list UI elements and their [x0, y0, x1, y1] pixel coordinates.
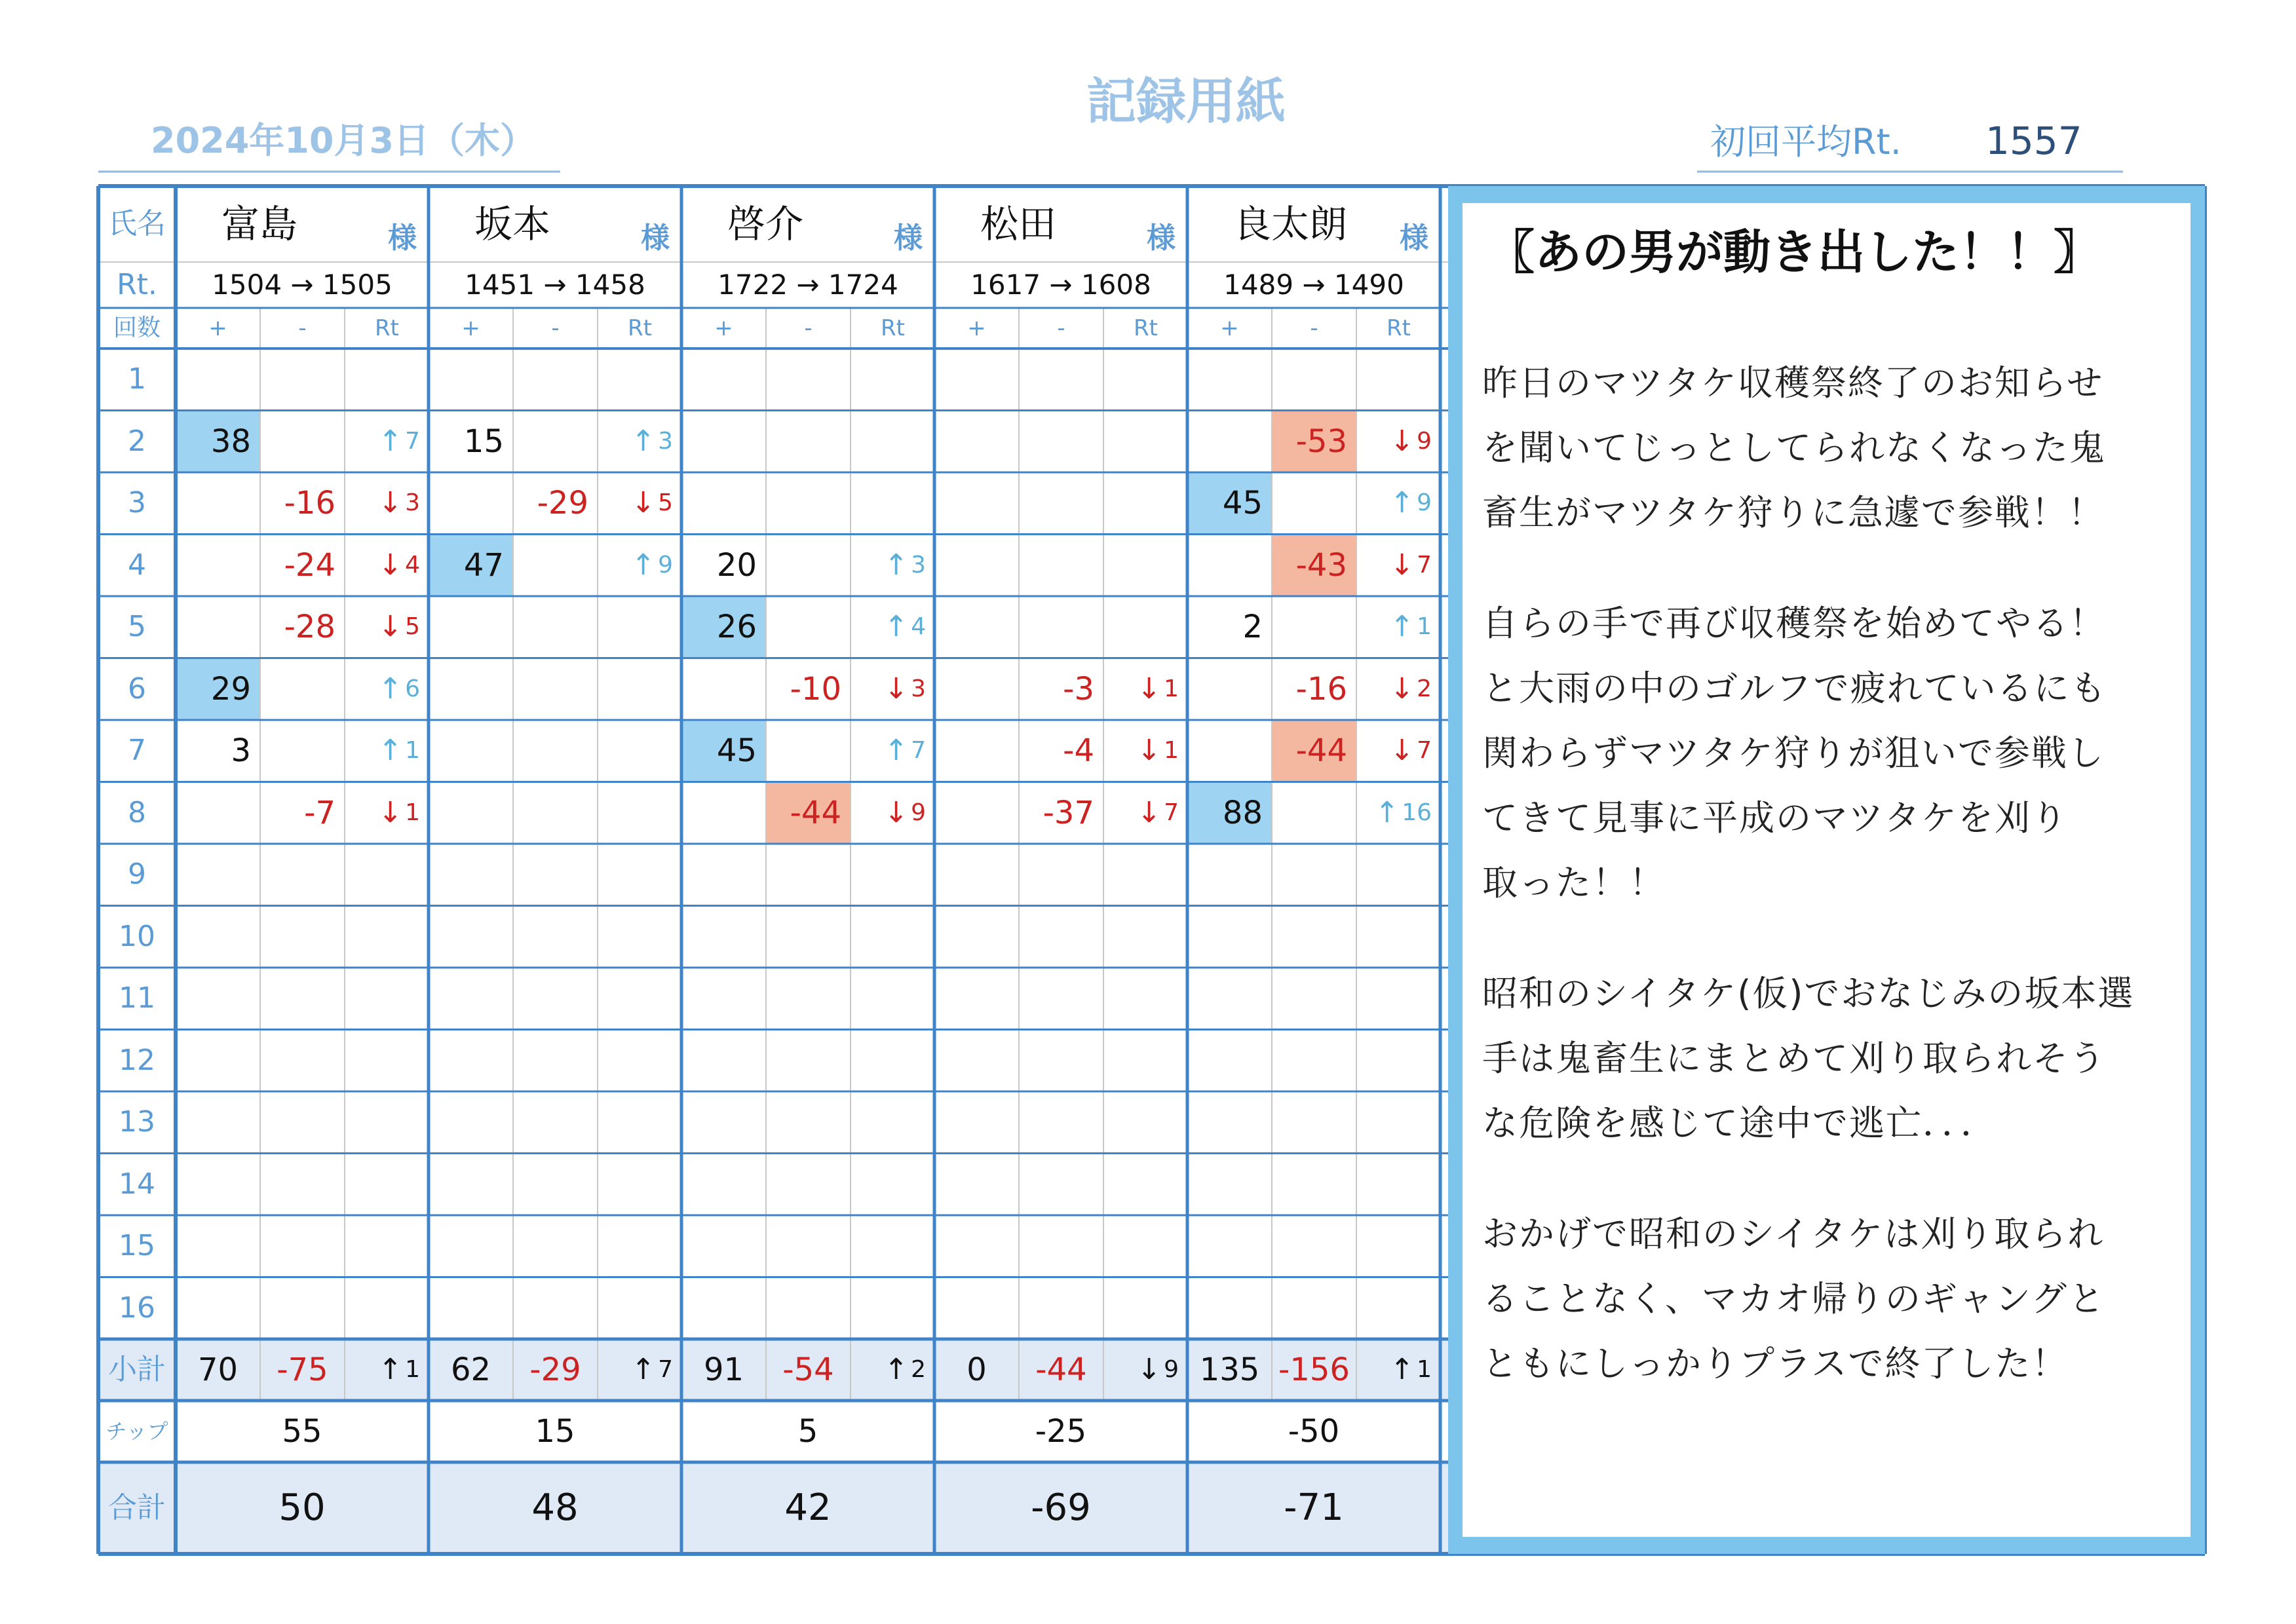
subtotal-minus: -54 [782, 1351, 834, 1388]
score-plus: 88 [1222, 794, 1263, 831]
rating-change: ↑ 3 [631, 424, 673, 458]
score-plus: 3 [231, 732, 251, 770]
total-score: 48 [531, 1486, 579, 1529]
column-rt-label: Rt [375, 315, 399, 341]
player-rating-range: 1722 → 1724 [718, 269, 898, 301]
player-name: 良太朗 [1233, 202, 1348, 246]
honorific-label: 様 [1400, 221, 1428, 255]
column-plus-label: + [461, 315, 480, 341]
total-score: 42 [784, 1486, 832, 1529]
subtotal-plus: 70 [197, 1351, 239, 1388]
subtotal-rating-change: ↑ 1 [1390, 1353, 1432, 1386]
label-chip: チップ [105, 1419, 168, 1444]
subtotal-plus: 135 [1199, 1351, 1260, 1388]
news-text-line: な危険を感じて途中で逃亡．．． [1482, 1103, 1997, 1144]
average-rating-label: 初回平均Rt. [1710, 121, 1902, 162]
score-minus: -28 [284, 609, 335, 646]
score-minus: -16 [1295, 670, 1347, 708]
chip-value: -25 [1035, 1413, 1087, 1450]
chip-value: 5 [797, 1413, 818, 1450]
label-rt: Rt. [117, 268, 157, 301]
round-number: 5 [128, 610, 146, 644]
rating-change: ↑ 7 [884, 734, 926, 768]
score-minus: -37 [1043, 794, 1094, 831]
total-score: -71 [1284, 1486, 1344, 1529]
subtotal-plus: 91 [703, 1351, 744, 1388]
rating-change: ↑ 7 [378, 424, 420, 458]
column-rt-label: Rt [628, 315, 652, 341]
score-plus: 38 [210, 423, 251, 460]
news-text-line: 取った！！ [1482, 862, 1666, 903]
column-plus-label: + [1220, 315, 1239, 341]
round-number: 4 [128, 548, 146, 582]
score-plus: 45 [1222, 485, 1263, 522]
player-name: 富島 [221, 202, 298, 246]
label-total: 合計 [108, 1491, 166, 1524]
column-rt-label: Rt [1134, 315, 1158, 341]
score-plus: 26 [716, 609, 757, 646]
rating-change: ↑ 9 [1390, 486, 1432, 520]
round-number: 3 [128, 486, 146, 520]
round-number: 14 [119, 1167, 155, 1201]
news-text-line: 畜生がマツタケ狩りに急遽で参戦！！ [1482, 492, 2105, 533]
player-rating-range: 1451 → 1458 [465, 269, 645, 301]
round-number: 7 [128, 734, 146, 768]
rating-change: ↓ 7 [1137, 795, 1179, 829]
score-minus: -3 [1063, 670, 1094, 708]
round-number: 16 [119, 1291, 155, 1325]
rating-change: ↓ 9 [884, 795, 926, 829]
chip-value: 55 [282, 1413, 322, 1450]
column-plus-label: + [967, 315, 986, 341]
column-minus-label: - [551, 315, 560, 341]
score-plus: 45 [716, 732, 757, 770]
round-number: 9 [128, 858, 146, 892]
round-number: 15 [119, 1229, 155, 1263]
rating-change: ↓ 5 [631, 486, 673, 520]
rating-change: ↓ 4 [378, 548, 420, 582]
total-score: -69 [1031, 1486, 1091, 1529]
rating-change: ↑ 9 [631, 548, 673, 582]
score-plus: 20 [716, 546, 757, 584]
round-number: 10 [119, 919, 155, 953]
news-text-line: と大雨の中のゴルフで疲れているにも [1482, 668, 2107, 709]
column-minus-label: - [1057, 315, 1065, 341]
column-plus-label: + [208, 315, 227, 341]
round-number: 6 [128, 671, 146, 706]
rating-change: ↓ 9 [1390, 424, 1432, 458]
news-text-line: おかげで昭和のシイタケは刈り取られ [1482, 1213, 2105, 1255]
news-headline: 〖あの男が動き出した！！〗 [1487, 225, 2101, 280]
honorific-label: 様 [894, 221, 923, 255]
average-rating-value: 1557 [1985, 119, 2082, 163]
score-plus: 15 [463, 423, 504, 460]
score-minus: -44 [1295, 732, 1347, 770]
rating-change: ↓ 7 [1390, 548, 1432, 582]
news-text-line: 自らの手で再び収穫祭を始めてやる！ [1482, 603, 2106, 644]
column-rt-label: Rt [1387, 315, 1411, 341]
chip-value: 15 [535, 1413, 575, 1450]
rating-change: ↑ 4 [884, 610, 926, 644]
round-number: 13 [119, 1105, 155, 1139]
score-plus: 2 [1242, 609, 1263, 646]
subtotal-minus: -29 [529, 1351, 581, 1388]
player-rating-range: 1617 → 1608 [970, 269, 1151, 301]
score-minus: -7 [304, 794, 335, 831]
news-text-line: を聞いてじっとしてられなくなった鬼 [1482, 427, 2106, 468]
rating-change: ↓ 1 [1137, 671, 1179, 706]
player-name: 啓介 [727, 202, 804, 246]
score-plus: 47 [463, 546, 504, 584]
honorific-label: 様 [641, 221, 670, 255]
score-minus: -24 [284, 546, 335, 584]
score-minus: -53 [1295, 423, 1347, 460]
rating-change: ↓ 5 [378, 610, 420, 644]
score-plus: 29 [210, 670, 251, 708]
subtotal-minus: -44 [1035, 1351, 1087, 1388]
round-number: 1 [128, 362, 146, 396]
honorific-label: 様 [388, 221, 417, 255]
round-number: 11 [119, 981, 155, 1015]
news-text-line: 関わらずマツタケ狩りが狙いで参戦し [1482, 732, 2105, 774]
round-number: 2 [128, 424, 146, 458]
subtotal-plus: 62 [450, 1351, 491, 1388]
round-number: 12 [119, 1043, 155, 1077]
column-minus-label: - [804, 315, 813, 341]
rating-change: ↓ 3 [378, 486, 420, 520]
rating-change: ↑ 1 [1390, 610, 1432, 644]
page-title: 記録用紙 [1086, 72, 1286, 130]
chip-value: -50 [1288, 1413, 1340, 1450]
score-minus: -16 [284, 485, 335, 522]
round-number: 8 [128, 795, 146, 829]
rating-change: ↑ 1 [378, 734, 420, 768]
column-minus-label: - [1310, 315, 1318, 341]
news-text-line: 昭和のシイタケ(仮)でおなじみの坂本選 [1482, 973, 2135, 1014]
score-minus: -43 [1295, 546, 1347, 584]
rating-change: ↓ 2 [1390, 671, 1432, 706]
subtotal-rating-change: ↑ 7 [631, 1353, 673, 1386]
score-minus: -29 [537, 485, 588, 522]
rating-change: ↓ 7 [1390, 734, 1432, 768]
news-text-line: ることなく、マカオ帰りのギャングと [1482, 1278, 2105, 1319]
player-rating-range: 1504 → 1505 [212, 269, 392, 301]
score-minus: -4 [1063, 732, 1094, 770]
news-text-line: てきて見事に平成のマツタケを刈り [1482, 797, 2068, 839]
subtotal-rating-change: ↓ 9 [1137, 1353, 1179, 1386]
rating-change: ↓ 1 [1137, 734, 1179, 768]
rating-change: ↑ 16 [1375, 795, 1432, 829]
news-text-line: 昨日のマツタケ収穫祭終了のお知らせ [1482, 362, 2104, 404]
label-round: 回数 [113, 314, 161, 341]
column-rt-label: Rt [881, 315, 905, 341]
rating-change: ↓ 1 [378, 795, 420, 829]
subtotal-plus: 0 [966, 1351, 987, 1388]
subtotal-minus: -156 [1278, 1351, 1350, 1388]
label-name: 氏名 [108, 207, 166, 240]
rating-change: ↓ 3 [884, 671, 926, 706]
column-plus-label: + [714, 315, 733, 341]
news-text-line: 手は鬼畜生にまとめて刈り取られそう [1482, 1038, 2106, 1079]
player-name: 坂本 [474, 202, 551, 246]
subtotal-rating-change: ↑ 1 [378, 1353, 420, 1386]
rating-change: ↑ 3 [884, 548, 926, 582]
news-text-line: ともにしっかりプラスで終了した！ [1482, 1343, 2069, 1384]
subtotal-minus: -75 [277, 1351, 328, 1388]
score-minus: -44 [790, 794, 841, 831]
honorific-label: 様 [1147, 221, 1176, 255]
player-name: 松田 [980, 202, 1057, 246]
player-rating-range: 1489 → 1490 [1223, 269, 1404, 301]
score-minus: -10 [790, 670, 841, 708]
column-minus-label: - [298, 315, 307, 341]
label-subtotal: 小計 [108, 1353, 166, 1386]
subtotal-rating-change: ↑ 2 [884, 1353, 926, 1386]
date-label: 2024年10月3日（木） [151, 120, 536, 161]
rating-change: ↑ 6 [378, 671, 420, 706]
total-score: 50 [278, 1486, 326, 1529]
